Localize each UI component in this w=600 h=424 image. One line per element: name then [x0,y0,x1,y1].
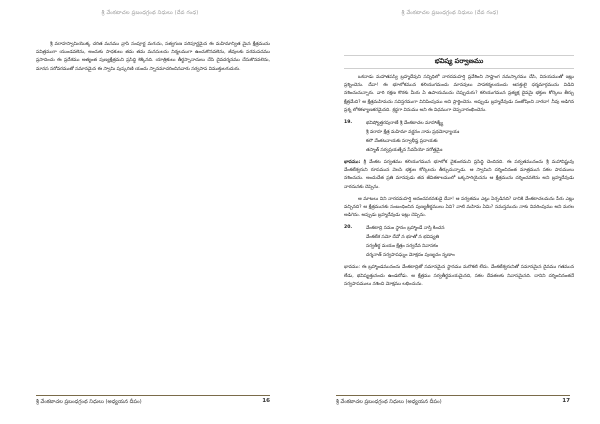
left-paragraph: శ్రీ వరాహస్వామియొక్క చరిత మనము వ్రాసి సంపూర్ణ మగును, సత్వగుణ పరిపూర్ణమైన ఈ మహిమాన్విత మైన క్షేత్రమును పవిత్రముగా యుండవలెను, అందుకు సాధకులు తమ తమ మనసులను నిర్మలముగా ఉంచుకొనవలెను, జీవులకు పరమపదము ప్రసాదించు ఈ ప్రదేశము అత్యంత పుణ్యక్షేత్రమని ప్రసిద్ధి కెక్కినది. యాత్రికులు తీర్థస్నానాదులు చేసి దైవదర్శనము చేసుకొనవలెను, మానస సరోవరముతో సమానమైన ఈ స్వామి పుష్కరిణి యందు స్నానమాచరించినవారు సర్వపాప విముక్తులగుదురు. [36,42,270,72]
verse-line: కలౌ వేంకటనాయకః సర్వాభీష్ట ప్రదాయకః [366,139,438,145]
verse-line: భవిష్యోత్తరపురాణే శ్రీ వేంకటాచల మాహాత్మ్యే [366,121,444,127]
left-footer [36,398,270,406]
verse-line: సర్వతీర్థ మయం క్షేత్రం సర్వదేవ నివాసకం [366,244,439,250]
left-footer-rule [36,395,270,396]
right-footer-rule [336,395,570,396]
right-page [300,0,600,424]
left-running-head: శ్రీ వేంకటాచల ప్రబంధగ్రంథ నిధులు (దేవ గంధ) [101,10,199,16]
right-paragraph-1: ఒకనాడు మహాతపస్వి బ్రహ్మదేవుని సన్నిధిలో నారదమహర్షి ప్రవేశించి సాష్టాంగ నమస్కారము చేసి, వినయముతో ఇట్లు ప్రశ్నించెను. దేవా! ఈ భూలోకమున కలియుగమందు మానవులు పాపకర్మలయందు ఆసక్తులై ధర్మమార్గమును విడిచి నశించుచున్నారు. వారి రక్షణ కొరకు మీరు ఏ ఉపాయమును చెప్పుదురు? కలియుగమున ప్రత్యక్ష దైవమై భక్తుల కోర్కెలు తీర్చు క్షేత్రమేది? ఆ క్షేత్రమహిమను సవిస్తరముగా వినిపింపుము అని ప్రార్థించెను. అప్పుడు బ్రహ్మదేవుడు సంతోషించి నారదా! నీవు అడిగిన ప్రశ్న లోకకళ్యాణకరమైనది. శ్రద్ధగా వినుము అని ఈ విధముగా చెప్పనారంభించెను. [344,75,574,113]
verse-line: శ్రీ వరాహ క్షేత్ర మహిమా వర్ణనం నామ ప్రథమోధ్యాయః [366,130,460,136]
right-paragraph-3: ఆ మాటలు విని నారదమహర్షి ఆనందపరవశుడై దేవా! ఆ పర్వతము ఎట్లు ఏర్పడినది? దానికి వేంకటాచలమను పేరు ఎట్లు వచ్చినది? ఆ క్షేత్రమునకు సంబంధించిన పుణ్యతీర్థములు ఏవి? వాటి మహిమ ఏమి? సమస్తమును నాకు వివరింపుము అని మరల అడిగెను. అప్పుడు బ్రహ్మదేవుడు ఇట్లు చెప్పెను. [344,196,574,219]
verse-line: దర్శనాత్ సర్వపాపఘ్నం మోక్షదం పుణ్యదం నృణాం [366,253,455,259]
right-paragraph-4: భావము: ఈ బ్రహ్మాండమునందు వేంకటాద్రితో సమానమైన స్థానము మరొకటి లేదు. వేంకటేశ్వరునితో సమానమైన దైవము గతమున లేడు, భవిష్యత్తునందు ఉండబోడు. ఆ క్షేత్రము సర్వతీర్థమయమైనది, సకల దేవతలకు నివాసమైనది. దానిని దర్శించినంతనే సర్వపాపములు నశించి మోక్షము లభించును. [344,265,574,287]
verse-number-2: 20. [344,225,353,231]
meaning-text: శ్రీ వేంకట పర్వతము కలియుగమున భూలోక వైకుంఠమని ప్రసిద్ధి చెందినది. ఈ పర్వతమునందు శ్రీ మహావిష్ణువు వేంకటేశ్వరుని రూపమున వెలసి భక్తుల కోర్కెలను తీర్చుచున్నాడు. ఆ స్వామిని దర్శించినంత మాత్రమున సకల పాపములు నశించును. అందుచేత ప్రతి మానవుడు తన జీవితకాలములో ఒక్కసారియైనను ఆ క్షేత్రమును దర్శించవలెను అని బ్రహ్మదేవుడు నారదునకు చెప్పెను. [344,160,574,190]
left-body-text [36,41,270,78]
meaning-label: భావము: [344,160,361,166]
right-paragraph-2 [344,159,574,192]
chapter-heading: భవిష్య పర్వాణము [434,57,484,65]
verse-line: తస్మాత్ సర్వప్రయత్నేన సేవనీయో నరోత్తమైః [366,148,443,154]
verse-block-1 [344,119,574,155]
right-running-head: శ్రీ వేంకటాచల ప్రబంధగ్రంథ నిధులు (దేవ గంధ) [401,10,499,16]
right-page-number: 17 [562,398,570,404]
right-body-text [344,74,574,293]
verse-line: వేంకటాద్రి సమం స్థానం బ్రహ్మాండే నాస్తి కించన [366,226,445,232]
verse-number-1: 19. [344,120,353,126]
left-footer-title: శ్రీ వేంకటాచల ప్రబంధగ్రంథ నిధులు (అధ్యయన దీపం) [36,399,142,405]
verse-block-2 [344,224,574,260]
verse-lines-1 [366,119,574,155]
right-footer [336,398,570,406]
verse-line: వేంకటేశ సమో దేవో న భూతో న భవిష్యతి [366,235,440,241]
chapter-heading-band [344,55,574,69]
left-page-number: 16 [262,398,270,404]
right-footer-title: శ్రీ వేంకటాచల ప్రబంధగ్రంథ నిధులు (అధ్యయన దీపం) [336,399,442,405]
verse-lines-2 [366,224,574,260]
